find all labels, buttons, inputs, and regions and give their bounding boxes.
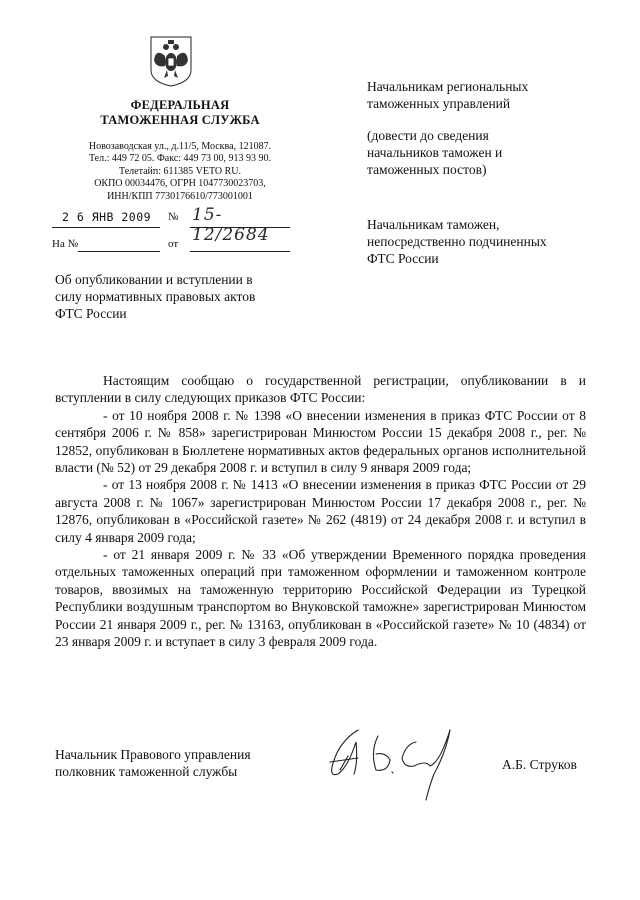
letter-body [55,372,586,651]
handwritten-number: 15-12/2684 [192,205,270,245]
order-item-1398: - от 10 ноября 2008 г. № 1398 «О внесении изменения в приказ ФТС России от 8 сентября 2006 г. № 858» зарегистрирован Минюстом России 15 декабря 2008 г., рег. № 12852, опубликован в Бюллетене нормативных актов федеральных органов исполнительной власти (№ 52) от 29 декабря 2008 г. и вступил в силу 9 января 2009 года; [55,407,586,476]
reference-date-label: от [168,238,179,250]
organization-details [62,141,298,203]
signatory-title [55,746,251,780]
org-name-line-1: ФЕДЕРАЛЬНАЯ [130,98,230,112]
subject-line: Об опубликовании и вступлении в [55,272,253,287]
reference-number-label: На № [52,238,79,250]
order-item-33: - от 21 января 2009 г. № 33 «Об утверждении Временного порядка проведения отдельных таможенных операций при таможенном оформлении и таможенном контроле товаров, ввозимых на таможенную территорию Российской Федерации из Турецкой Республики воздушным транспортом во Внуковской таможне» зарегистрирован Минюстом России 21 января 2009 г., рег. № 13163, опубликован в «Российской газете» № 10 (4834) от 23 января 2009 г. и вступает в силу 3 февраля 2009 года. [55,547,586,650]
addressee-line: таможенных управлений [367,96,511,111]
outgoing-date-field [52,210,160,228]
addressee-customs-heads [367,216,607,267]
okpo-ogrn-line: ОКПО 00034476, ОГРН 1047730023703, [94,178,266,190]
signatory-rank: полковник таможенной службы [55,764,238,779]
subject-line: силу нормативных правовых актов [55,289,256,304]
addressee-line: Начальникам таможен, [367,217,500,232]
inn-kpp-line: ИНН/КПП 7730176610/773001001 [107,190,253,202]
org-name-line-2: ТАМОЖЕННАЯ СЛУЖБА [100,113,260,127]
addressee-note-line: начальников таможен и [367,145,503,160]
date-stamp: 2 6 ЯНВ 2009 [62,210,152,224]
addressee-note [367,127,607,178]
reference-number-field [78,238,160,252]
addressee-line: непосредственно подчиненных [367,234,547,249]
number-label: № [168,211,179,223]
addressee-line: Начальникам региональных [367,79,529,94]
address-line: Новозаводская ул., д.11/5, Москва, 121087. [88,141,272,152]
addressee-note-line: таможенных постов) [367,162,487,177]
teletype-line: Телетайп: 611385 VETO RU. [118,165,241,177]
addressee-regional-departments [367,78,607,112]
addressee-line: ФТС России [367,251,439,266]
addressee-note-line: (довести до сведения [367,128,489,143]
signatory-position: Начальник Правового управления [55,747,251,762]
coat-of-arms-icon [148,34,194,88]
letter-subject [55,271,305,322]
subject-line: ФТС России [55,306,127,321]
order-item-1413: - от 13 ноября 2008 г. № 1413 «О внесении изменения в приказ ФТС России от 29 августа 2008 г. № 1067» зарегистрирован Минюстом России 17 декабря 2008 г., рег. № 12876, опубликован в «Российской газете» № 262 (4819) от 24 декабря 2008 г. и вступил в силу 4 января 2009 года; [55,477,586,545]
handwritten-signature-icon [318,722,468,802]
reference-date-field [190,238,290,252]
signatory-name: А.Б. Струков [502,757,577,772]
body-intro-paragraph: Настоящим сообщаю о государственной регистрации, опубликовании в и вступлении в силу следующих приказов ФТС России: [55,373,586,406]
outgoing-number-field [190,205,290,245]
phone-fax-line: Тел.: 449 72 05. Факс: 449 73 00, 913 93 90. [88,153,272,165]
organization-name [70,98,290,128]
